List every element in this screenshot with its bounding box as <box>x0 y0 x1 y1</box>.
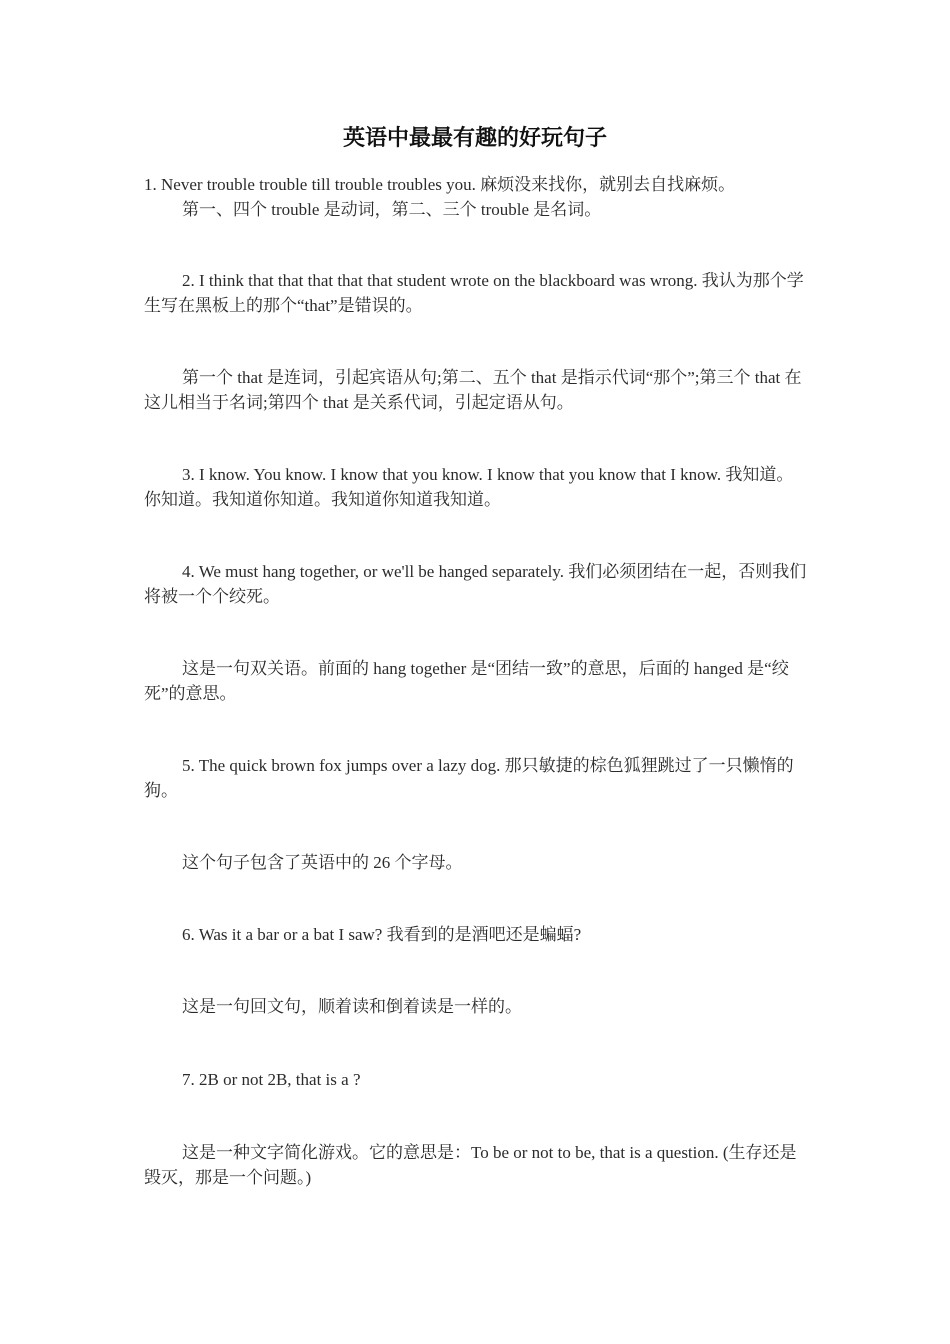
paragraph-1 <box>144 172 808 222</box>
paragraph-5: 4. We must hang together, or we'll be hanged separately. 我们必须团结在一起，否则我们将被一个个绞死。 <box>144 562 807 606</box>
paragraph-10: 这是一句回文句，顺着读和倒着读是一样的。 <box>182 997 522 1016</box>
paragraph-9: 6. Was it a bar or a bat I saw? 我看到的是酒吧还是蝙蝠? <box>182 925 582 944</box>
paragraph-6: 这是一句双关语。前面的 hang together 是“团结一致”的意思，后面的 hanged 是“绞死”的意思。 <box>144 659 789 703</box>
paragraph-12: 这是一种文字简化游戏。它的意思是：To be or not to be, that is a question. (生存还是毁灭，那是一个问题。) <box>144 1143 797 1187</box>
paragraph-7: 5. The quick brown fox jumps over a lazy dog. 那只敏捷的棕色狐狸跳过了一只懒惰的狗。 <box>144 756 794 800</box>
document-title: 英语中最最有趣的好玩句子 <box>342 125 607 150</box>
paragraph-3: 第一个 that 是连词，引起宾语从句;第二、五个 that 是指示代词“那个”;第三个 that 在这儿相当于名词;第四个 that 是关系代词，引起定语从句。 <box>144 368 802 412</box>
paragraph-11: 7. 2B or not 2B, that is a ? <box>182 1070 361 1089</box>
paragraph-1-line-2: 第一、四个 trouble 是动词，第二、三个 trouble 是名词。 <box>182 200 602 219</box>
paragraph-4: 3. I know. You know. I know that you know. I know that you know that I know. 我知道。你知道。我知道你知道。我知道你知道我知道。 <box>144 465 794 509</box>
paragraph-2: 2. I think that that that that that student wrote on the blackboard was wrong. 我认为那个学生写在黑板上的那个“that”是错误的。 <box>144 271 804 315</box>
paragraph-8: 这个句子包含了英语中的 26 个字母。 <box>182 853 463 872</box>
paragraph-1-line-1: 1. Never trouble trouble till trouble troubles you. 麻烦没来找你，就别去自找麻烦。 <box>144 175 736 194</box>
